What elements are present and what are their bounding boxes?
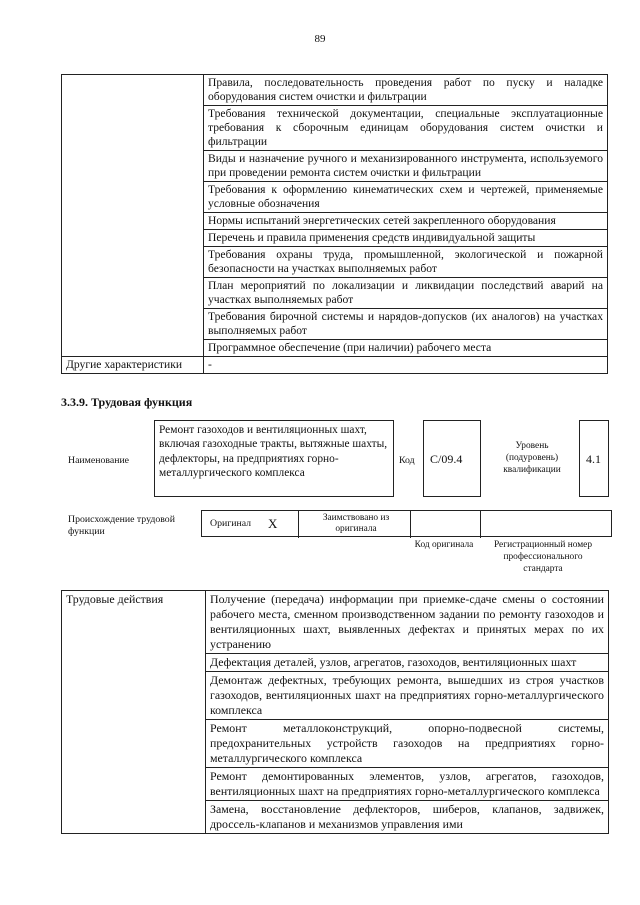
origin-divider	[298, 511, 299, 538]
knowledge-row: Требования бирочной системы и нарядов-допусков (их аналогов) на участках выполняемых работ	[204, 309, 608, 340]
origin-divider	[410, 511, 411, 538]
original-label: Оригинал	[210, 518, 252, 529]
function-name-box	[154, 420, 394, 497]
knowledge-row: Требования к оформлению кинематических схем и чертежей, применяемые условные обозначения	[204, 182, 608, 213]
other-characteristics-value: -	[204, 357, 608, 374]
knowledge-row: Требования технической документации, специальные эксплуатационные требования к сборочным единицам оборудования систем очистки и фильтрации	[204, 106, 608, 151]
reg-number-caption: Регистрационный номер профессионального стандарта	[493, 540, 593, 574]
labor-actions-table	[61, 590, 609, 834]
knowledge-row: План мероприятий по локализации и ликвидации последствий аварий на участках выполняемых работ	[204, 278, 608, 309]
knowledge-row: Виды и назначение ручного и механизированного инструмента, используемого при проведении ремонта систем очистки и фильтрации	[204, 151, 608, 182]
knowledge-label-cell	[62, 75, 204, 357]
borrowed-label: Заимствовано из оригинала	[322, 513, 390, 534]
labor-actions-label: Трудовые действия	[62, 591, 206, 834]
knowledge-row: Правила, последовательность проведения работ по пуску и наладке оборудования систем очистки и фильтрации	[204, 75, 608, 106]
labor-action-row: Демонтаж дефектных, требующих ремонта, вышедших из строя участков газоходов, вентиляционных шахт на предприятиях горно-металлургического комплекса	[206, 672, 609, 720]
labor-action-row: Ремонт демонтированных элементов, узлов, агрегатов, газоходов, вентиляционных шахт на предприятиях горно-металлургического комплекса	[206, 768, 609, 801]
knowledge-row: Требования охраны труда, промышленной, экологической и пожарной безопасности на участках выполняемых работ	[204, 247, 608, 278]
name-label: Наименование	[68, 455, 130, 466]
knowledge-row: Программное обеспечение (при наличии) рабочего места	[204, 340, 608, 357]
code-value: С/09.4	[430, 452, 463, 466]
origin-row	[201, 510, 612, 537]
level-box	[579, 420, 609, 497]
original-mark: X	[268, 516, 278, 531]
labor-action-row: Ремонт металлоконструкций, опорно-подвесной системы, предохранительных устройств газоходов на предприятиях горно-металлургического комплекса	[206, 720, 609, 768]
origin-label: Происхождение трудовой функции	[68, 514, 175, 537]
labor-action-row: Дефектация деталей, узлов, агрегатов, газоходов, вентиляционных шахт	[206, 654, 609, 672]
labor-action-row: Получение (передача) информации при приемке-сдаче смены о состоянии рабочего места, сменном производственном задании по ремонту газоходов и вентиляционных шахт, выявленных дефектах и принятых мерах по их устранению	[206, 591, 609, 654]
function-name: Ремонт газоходов и вентиляционных шахт, включая газоходные тракты, вытяжные шахты, дефлекторы, на предприятиях горно-металлургического комплекса	[159, 424, 388, 480]
code-box	[423, 420, 481, 497]
labor-action-row: Замена, восстановление дефлекторов, шиберов, клапанов, задвижек, дроссель-клапанов и механизмов управления ими	[206, 801, 609, 834]
code-original-caption: Код оригинала	[414, 540, 474, 550]
level-value: 4.1	[586, 452, 601, 466]
section-title: 3.3.9. Трудовая функция	[61, 395, 193, 409]
level-label: Уровень (подуровень) квалификации	[503, 441, 561, 475]
page-number: 89	[314, 33, 326, 45]
other-characteristics-label: Другие характеристики	[62, 357, 204, 374]
knowledge-row: Перечень и правила применения средств индивидуальной защиты	[204, 230, 608, 247]
knowledge-row: Нормы испытаний энергетических сетей закрепленного оборудования	[204, 213, 608, 230]
knowledge-table	[61, 74, 608, 374]
code-label: Код	[399, 455, 415, 466]
origin-divider	[480, 511, 481, 538]
